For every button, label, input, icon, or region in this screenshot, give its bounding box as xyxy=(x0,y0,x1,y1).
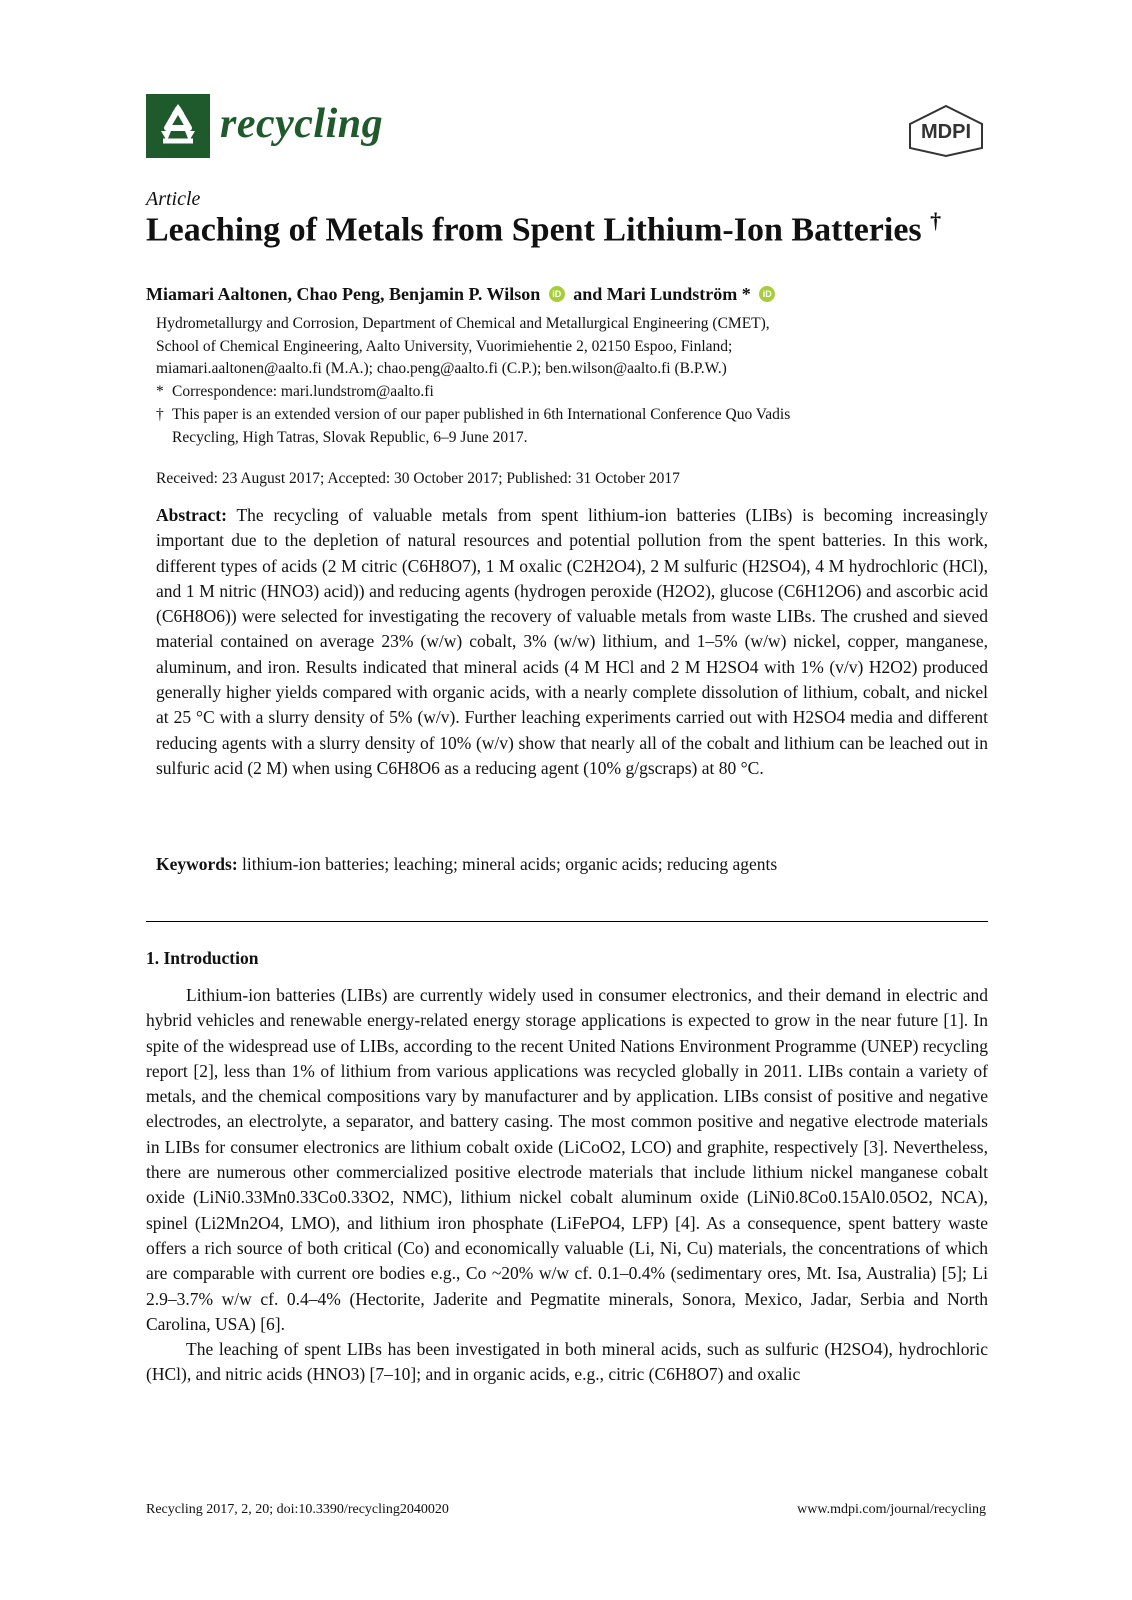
dagger-mark: † xyxy=(156,406,164,423)
title-text: Leaching of Metals from Spent Lithium-Ion Batteries xyxy=(146,211,922,249)
section-divider xyxy=(146,921,988,922)
extended-version-note xyxy=(156,404,976,449)
paragraph: Lithium-ion batteries (LIBs) are currently widely used in consumer electronics, and their demand in electric and hybrid vehicles and renewable energy-related energy storage applications is expected to grow in the near future [1]. In spite of the widespread use of LIBs, according to the recent United Nations Environment Programme (UNEP) recycling report [2], less than 1% of lithium from various applications was recycled globally in 2011. LIBs contain a variety of metals, and the chemical compositions vary by manufacturer and by application. LIBs consist of positive and negative electrodes, an electrolyte, a separator, and battery casing. The most common positive and negative electrode materials in LIBs for consumer electronics are lithium cobalt oxide (LiCoO2, LCO) and graphite, respectively [3]. Nevertheless, there are numerous other commercialized positive electrode materials that include lithium nickel manganese cobalt oxide (LiNi0.33Mn0.33Co0.33O2, NMC), lithium nickel cobalt aluminum oxide (LiNi0.8Co0.15Al0.05O2, NCA), spinel (Li2Mn2O4, LMO), and lithium iron phosphate (LiFePO4, LFP) [4]. As a consequence, spent battery waste offers a rich source of both critical (Co) and economically valuable (Li, Ni, Cu) materials, the concentrations of which are comparable with current ore bodies e.g., Co ~20% w/w cf. 0.1–0.4% (sedimentary ores, Mt. Isa, Australia) [5]; Li 2.9–3.7% w/w cf. 0.4–4% (Hectorite, Jaderite and Pegmatite minerals, Sonora, Mexico, Jadar, Serbia and North Carolina, USA) [6]. xyxy=(146,985,988,1334)
orcid-icon[interactable]: iD xyxy=(759,286,775,302)
orcid-icon[interactable]: iD xyxy=(549,286,565,302)
correspondence-text: Correspondence: mari.lundstrom@aalto.fi xyxy=(172,383,434,400)
abstract-text: The recycling of valuable metals from spent lithium-ion batteries (LIBs) is becoming increasingly important due to the depletion of natural resources and potential pollution from the spent batteries. In this work, different types of acids (2 M citric (C6H8O7), 1 M oxalic (C2H2O4), 2 M sulfuric (H2SO4), 4 M hydrochloric (HCl), and 1 M nitric (HNO3) acid)) and reducing agents (hydrogen peroxide (H2O2), glucose (C6H12O6) and ascorbic acid (C6H8O6)) were selected for investigating the recovery of valuable metals from waste LIBs. The crushed and sieved material contained on average 23% (w/w) cobalt, 3% (w/w) lithium, and 1–5% (w/w) nickel, copper, manganese, aluminum, and iron. Results indicated that mineral acids (4 M HCl and 2 M H2SO4 with 1% (v/v) H2O2) produced generally higher yields compared with organic acids, with a nearly complete dissolution of lithium, cobalt, and nickel at 25 °C with a slurry density of 5% (w/v). Further leaching experiments carried out with H2SO4 media and different reducing agents with a slurry density of 10% (w/v) show that nearly all of the cobalt and lithium can be leached out in sulfuric acid (2 M) when using C6H8O6 as a reducing agent (10% g/gscraps) at 80 °C. xyxy=(156,505,988,778)
affiliation-emails: miamari.aaltonen@aalto.fi (M.A.); chao.peng@aalto.fi (C.P.); ben.wilson@aalto.fi (B.P.W.) xyxy=(156,360,727,377)
footer-url[interactable]: www.mdpi.com/journal/recycling xyxy=(797,1502,986,1517)
keywords-label: Keywords: xyxy=(156,854,238,874)
section-heading: 1. Introduction xyxy=(146,948,259,968)
note-line: Recycling, High Tatras, Slovak Republic, 6–9 June 2017. xyxy=(172,428,528,446)
publisher-logo xyxy=(906,104,986,158)
publication-dates: Received: 23 August 2017; Accepted: 30 October 2017; Published: 31 October 2017 xyxy=(156,470,680,487)
correspondence-note xyxy=(156,381,976,404)
note-line: This paper is an extended version of our paper published in 6th International Conference Quo Vadis xyxy=(172,406,791,423)
abstract-label: Abstract: xyxy=(156,505,227,525)
publisher-name: MDPI xyxy=(921,121,971,143)
affiliation-line: Hydrometallurgy and Corrosion, Department of Chemical and Metallurgical Engineering (CMET), xyxy=(156,315,770,332)
abstract xyxy=(156,503,988,781)
journal-name: recycling xyxy=(220,101,384,147)
affiliation xyxy=(156,313,986,381)
keywords xyxy=(156,854,777,875)
authors-last: and Mari Lundström * xyxy=(573,284,751,304)
keywords-text: lithium-ion batteries; leaching; mineral acids; organic acids; reducing agents xyxy=(242,854,778,874)
authors-first: Miamari Aaltonen, Chao Peng, Benjamin P. Wilson xyxy=(146,284,541,304)
title-dagger: † xyxy=(930,208,942,233)
author-list xyxy=(146,284,779,305)
article-type: Article xyxy=(146,188,201,210)
recycle-logo-icon xyxy=(146,94,210,158)
paragraph: The leaching of spent LIBs has been investigated in both mineral acids, such as sulfuric (H2SO4), hydrochloric (HCl), and nitric acids (HNO3) [7–10]; and in organic acids, e.g., citric (C6H8O7) and oxalic xyxy=(146,1339,988,1385)
introduction-body xyxy=(146,983,988,1388)
paper-title xyxy=(146,208,941,249)
affiliation-line: School of Chemical Engineering, Aalto University, Vuorimiehentie 2, 02150 Espoo, Finland; xyxy=(156,337,733,355)
asterisk-mark: * xyxy=(156,383,164,400)
footer-citation: Recycling 2017, 2, 20; doi:10.3390/recycling2040020 xyxy=(146,1502,449,1517)
